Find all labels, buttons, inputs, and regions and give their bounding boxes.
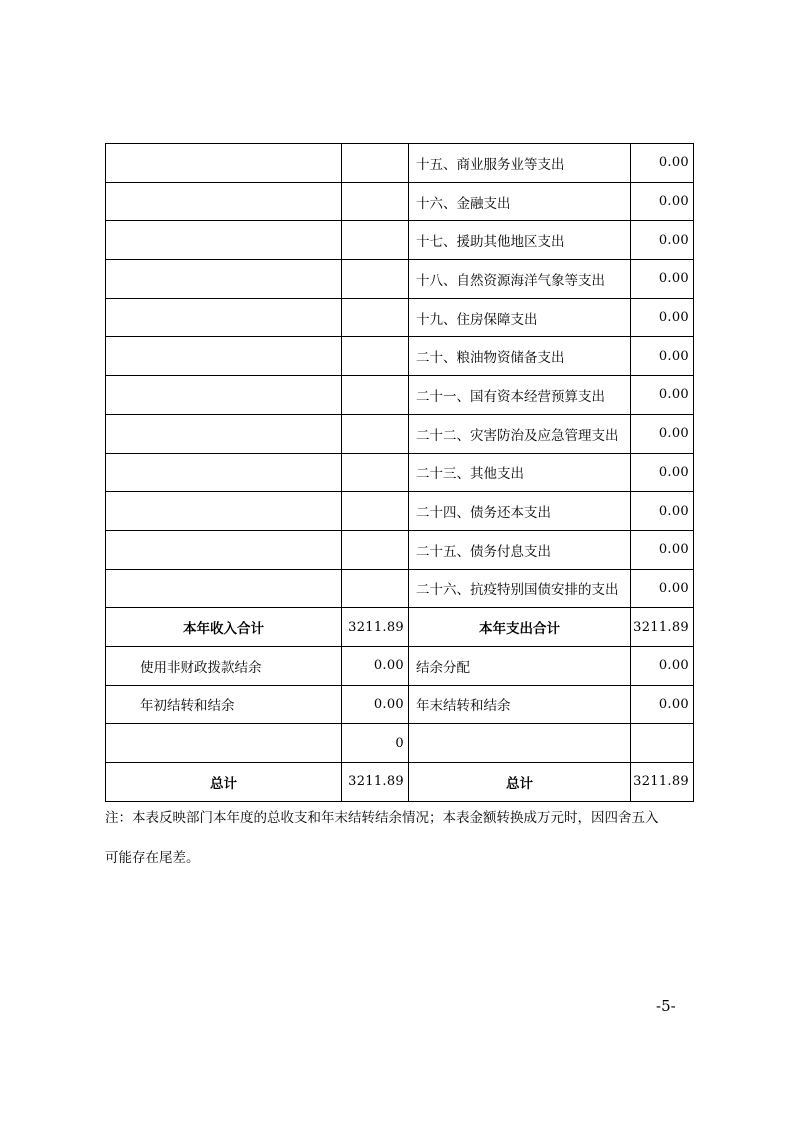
grand-total-label-left: 总计 (106, 763, 342, 802)
grand-total-value-right: 3211.89 (631, 763, 694, 802)
blank-row (106, 724, 694, 763)
income-item-cell (106, 221, 342, 260)
table-row (106, 530, 694, 569)
income-item-cell (106, 260, 342, 299)
income-item-cell (106, 453, 342, 492)
income-amount-cell (342, 569, 409, 608)
expense-amount-cell: 0.00 (631, 530, 694, 569)
income-amount-cell (342, 530, 409, 569)
income-amount-cell (342, 260, 409, 299)
grand-total-label-right: 总计 (409, 763, 631, 802)
income-amount-cell (342, 492, 409, 531)
expense-amount-cell: 0.00 (631, 182, 694, 221)
expense-item-cell: 二十五、债务付息支出 (409, 530, 631, 569)
income-amount-cell (342, 182, 409, 221)
totals-row (106, 608, 694, 647)
expense-item-cell: 十九、住房保障支出 (409, 298, 631, 337)
income-amount-cell (342, 376, 409, 415)
expense-item-cell: 十五、商业服务业等支出 (409, 144, 631, 183)
income-item-cell (106, 182, 342, 221)
income-total-label: 本年收入合计 (106, 608, 342, 647)
table-row (106, 569, 694, 608)
closing-carryover-label: 年末结转和结余 (409, 685, 631, 724)
expense-amount-cell: 0.00 (631, 260, 694, 299)
table-row (106, 414, 694, 453)
blank-cell (409, 724, 631, 763)
income-amount-cell (342, 298, 409, 337)
carryover-row (106, 685, 694, 724)
income-item-cell (106, 569, 342, 608)
table-row (106, 453, 694, 492)
nonfiscal-value: 0.00 (342, 646, 409, 685)
expense-amount-cell: 0.00 (631, 492, 694, 531)
expense-item-cell: 十八、自然资源海洋气象等支出 (409, 260, 631, 299)
blank-cell (106, 724, 342, 763)
grand-total-row (106, 763, 694, 802)
income-total-value: 3211.89 (342, 608, 409, 647)
income-item-cell (106, 144, 342, 183)
expense-item-cell: 二十一、国有资本经营预算支出 (409, 376, 631, 415)
expense-total-label: 本年支出合计 (409, 608, 631, 647)
expense-item-cell: 二十六、抗疫特别国债安排的支出 (409, 569, 631, 608)
income-item-cell (106, 414, 342, 453)
income-amount-cell (342, 144, 409, 183)
income-amount-cell (342, 453, 409, 492)
income-amount-cell (342, 414, 409, 453)
income-amount-cell (342, 337, 409, 376)
blank-cell (631, 724, 694, 763)
grand-total-value-left: 3211.89 (342, 763, 409, 802)
page-number: -5- (656, 997, 676, 1015)
expense-total-value: 3211.89 (631, 608, 694, 647)
expense-item-cell: 十七、援助其他地区支出 (409, 221, 631, 260)
table-row (106, 221, 694, 260)
opening-carryover-label: 年初结转和结余 (106, 685, 342, 724)
table-row (106, 337, 694, 376)
expense-amount-cell: 0.00 (631, 414, 694, 453)
table-row (106, 298, 694, 337)
table-row (106, 144, 694, 183)
expense-amount-cell: 0.00 (631, 337, 694, 376)
table-row (106, 492, 694, 531)
expense-amount-cell: 0.00 (631, 144, 694, 183)
income-item-cell (106, 530, 342, 569)
closing-carryover-value: 0.00 (631, 685, 694, 724)
opening-carryover-value: 0.00 (342, 685, 409, 724)
nonfiscal-label: 使用非财政拨款结余 (106, 646, 342, 685)
table-row (106, 182, 694, 221)
expense-amount-cell: 0.00 (631, 376, 694, 415)
expense-item-cell: 二十、粮油物资储备支出 (409, 337, 631, 376)
blank-row-value: 0 (342, 724, 409, 763)
income-item-cell (106, 492, 342, 531)
expense-amount-cell: 0.00 (631, 298, 694, 337)
income-item-cell (106, 337, 342, 376)
expense-amount-cell: 0.00 (631, 569, 694, 608)
expense-amount-cell: 0.00 (631, 453, 694, 492)
budget-table (105, 143, 694, 802)
nonfiscal-row (106, 646, 694, 685)
surplus-distribution-value: 0.00 (631, 646, 694, 685)
income-amount-cell (342, 221, 409, 260)
expense-item-cell: 十六、金融支出 (409, 182, 631, 221)
surplus-distribution-label: 结余分配 (409, 646, 631, 685)
table-note-line2: 可能存在尾差。 (105, 850, 200, 866)
table-note-line1: 注：本表反映部门本年度的总收支和年末结转结余情况；本表金额转换成万元时，因四舍五入 (105, 810, 659, 826)
table-row (106, 260, 694, 299)
expense-item-cell: 二十四、债务还本支出 (409, 492, 631, 531)
income-item-cell (106, 376, 342, 415)
expense-amount-cell: 0.00 (631, 221, 694, 260)
expense-item-cell: 二十三、其他支出 (409, 453, 631, 492)
income-item-cell (106, 298, 342, 337)
expense-item-cell: 二十二、灾害防治及应急管理支出 (409, 414, 631, 453)
table-row (106, 376, 694, 415)
